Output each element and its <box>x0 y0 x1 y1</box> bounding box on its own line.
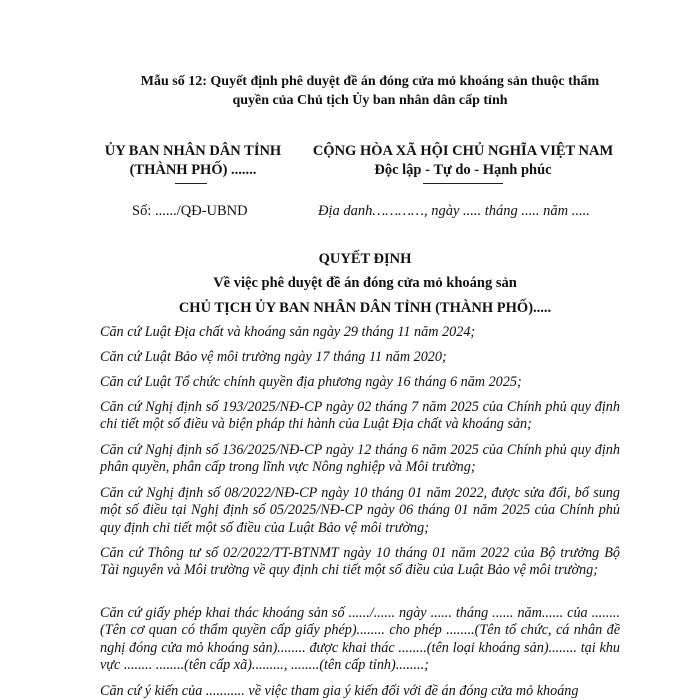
place-and-date: Địa danh…………, ngày ..... tháng ..... năm ..... <box>318 203 590 219</box>
decision-authority: CHỦ TỊCH ỦY BAN NHÂN DÂN TỈNH (THÀNH PHỐ)..... <box>178 300 552 316</box>
document-title-line-2: quyền của Chủ tịch Ủy ban nhân dân cấp tỉnh <box>232 93 508 108</box>
motto: Độc lập - Tự do - Hạnh phúc <box>374 162 552 178</box>
document-title-line-1: Mẫu số 12: Quyết định phê duyệt đề án đóng cửa mỏ khoáng sản thuộc thẩm <box>140 74 600 89</box>
issuing-authority <box>98 142 288 180</box>
legal-basis-paragraph: Căn cứ Nghị định số 193/2025/NĐ-CP ngày 02 tháng 7 năm 2025 của Chính phủ quy định chi tiết một số điều và biện pháp thi hành của Luật Địa chất và khoáng sản; <box>100 399 620 433</box>
legal-basis-paragraph: Căn cứ Luật Bảo vệ môi trường ngày 17 tháng 11 năm 2020; <box>100 349 447 365</box>
legal-basis-paragraph: Căn cứ Nghị định số 08/2022/NĐ-CP ngày 10 tháng 01 năm 2022, được sửa đổi, bổ sung một số điều tại Nghị định số 05/2025/NĐ-CP ngày 06 tháng 01 năm 2025 của Chính phủ quy định chi tiết một số điều của Luật Bảo vệ môi trường; <box>100 485 620 536</box>
issuing-authority-line-1: ỦY BAN NHÂN DÂN TỈNH <box>104 143 282 159</box>
legal-basis-paragraph: Căn cứ ý kiến của ........... về việc tham gia ý kiến đối với đề án đóng cửa mỏ khoáng <box>100 683 579 699</box>
document-number: Số: ....../QĐ-UBND <box>132 203 248 219</box>
legal-basis-paragraph: Căn cứ Luật Địa chất và khoáng sản ngày 29 tháng 11 năm 2024; <box>100 324 476 340</box>
left-header-underline <box>175 183 207 184</box>
legal-basis-paragraph: Căn cứ giấy phép khai thác khoáng sản số ....../...... ngày ...... tháng ...... năm...... của ........(Tên cơ quan có thẩm quyền cấp giấy phép)........ cho phép ........(Tên tổ chức, cá nhân đề nghị đóng cửa mỏ khoáng sản)........ được khai thác ........(tên loại khoáng sản)........ tại khu vực ........ ........(tên cấp xã)........., ........(tên cấp tỉnh)........; <box>100 605 620 673</box>
national-motto <box>298 142 628 180</box>
legal-basis-paragraph: Căn cứ Thông tư số 02/2022/TT-BTNMT ngày 10 tháng 01 năm 2022 của Bộ trưởng Bộ Tài nguyên và Môi trường về quy định chi tiết một số điều của Luật Bảo vệ môi trường; <box>100 545 620 579</box>
decision-heading: QUYẾT ĐỊNH <box>318 251 412 267</box>
legal-basis-paragraph: Căn cứ Nghị định số 136/2025/NĐ-CP ngày 12 tháng 6 năm 2025 của Chính phủ quy định phân quyền, phân cấp trong lĩnh vực Nông nghiệp và Môi trường; <box>100 442 620 476</box>
right-header-underline <box>423 183 503 184</box>
country-name: CỘNG HÒA XÃ HỘI CHỦ NGHĨA VIỆT NAM <box>312 143 614 159</box>
decision-subject: Về việc phê duyệt đề án đóng cửa mỏ khoáng sản <box>213 275 517 291</box>
issuing-authority-line-2: (THÀNH PHỐ) ....... <box>129 162 257 178</box>
document-title <box>100 72 640 110</box>
legal-basis-paragraph: Căn cứ Luật Tổ chức chính quyền địa phương ngày 16 tháng 6 năm 2025; <box>100 374 522 390</box>
